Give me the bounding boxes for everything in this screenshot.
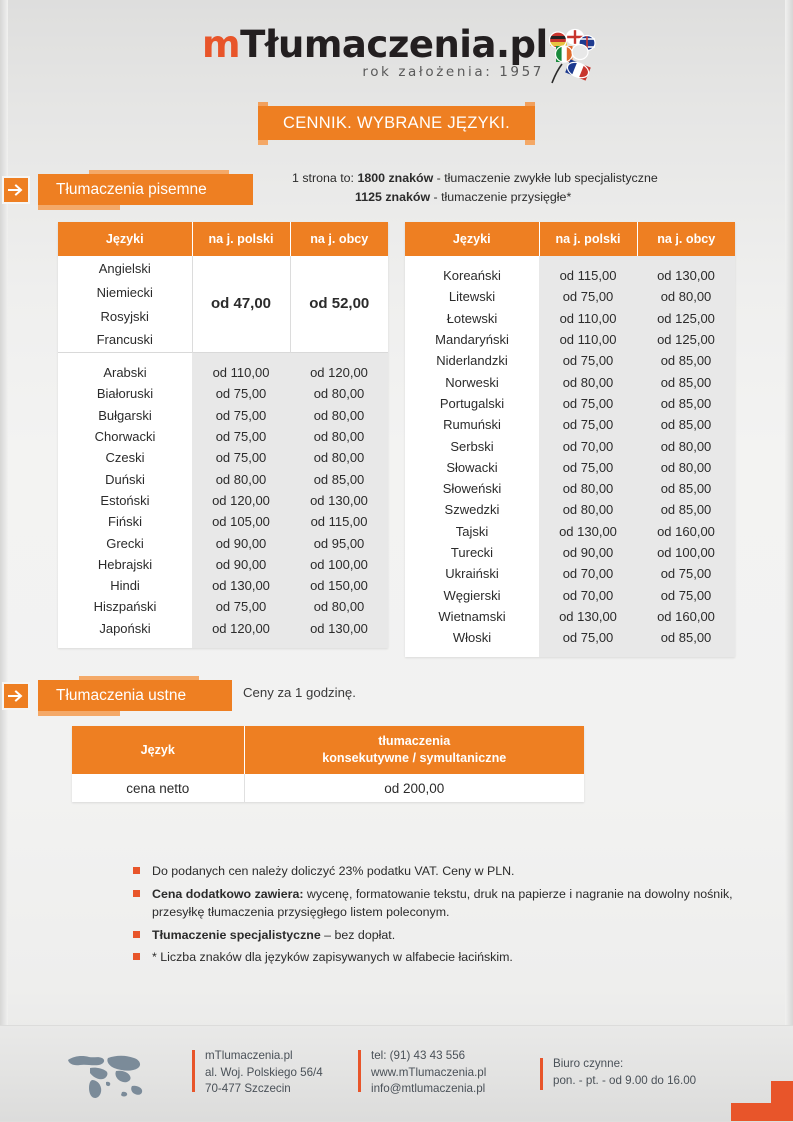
table-row: Estoński od 120,00 od 130,00 — [58, 490, 388, 511]
footer-website[interactable]: www.mTlumaczenia.pl — [371, 1065, 487, 1079]
col-header-interpretation — [244, 726, 584, 774]
premium-lang-4: Francuski — [58, 328, 192, 352]
section-header-oral — [0, 680, 793, 722]
written-price-tables — [0, 222, 793, 662]
table-row: Słowacki od 75,00 od 80,00 — [405, 457, 735, 478]
page-characters-note — [292, 169, 658, 207]
premium-lang-3: Rosyjski — [58, 304, 192, 328]
table-row: Hiszpański od 75,00 od 80,00 — [58, 596, 388, 617]
table-row: Hindi od 130,00 od 150,00 — [58, 575, 388, 596]
corner-accent-horizontal — [731, 1103, 771, 1121]
price-table-oral-body — [72, 774, 584, 802]
list-item — [133, 926, 743, 945]
footer-email[interactable]: info@mtlumaczenia.pl — [371, 1082, 486, 1095]
table-row: Duński od 80,00 od 85,00 — [58, 468, 388, 489]
note-bold: Cena dodatkowo zawiera: — [152, 886, 304, 901]
page-footer — [0, 1025, 793, 1121]
col-header-to-polish: na j. polski — [539, 222, 637, 256]
table-row — [72, 774, 584, 802]
table-header-row — [58, 222, 388, 256]
footer-contact-block — [358, 1048, 486, 1098]
list-item — [133, 948, 743, 967]
table-spacer — [58, 353, 388, 362]
title-banner-area — [0, 106, 793, 152]
col-header-languages: Języki — [58, 222, 192, 256]
section-label-foot-oral — [38, 711, 120, 716]
bullet-square-icon — [133, 931, 140, 938]
characters-note-line-2 — [292, 188, 658, 207]
table-row: Arabski od 110,00 od 120,00 — [58, 362, 388, 383]
logo-main-text: Tłumaczenia.pl — [240, 23, 548, 66]
table-row: Japoński od 120,00 od 130,00 — [58, 618, 388, 639]
footer-street: al. Woj. Polskiego 56/4 — [205, 1065, 323, 1079]
col-header-to-polish: na j. polski — [192, 222, 290, 256]
page-title-text: CENNIK. WYBRANE JĘZYKI. — [283, 113, 510, 132]
price-table-right-body — [405, 256, 735, 657]
characters-note-1125: 1125 znaków — [355, 190, 431, 204]
table-row: Chorwacki od 75,00 od 80,00 — [58, 426, 388, 447]
table-row: Koreański od 115,00 od 130,00 — [405, 265, 735, 286]
oral-note: Ceny za 1 godzinę. — [243, 685, 356, 700]
table-row: Litewski od 75,00 od 80,00 — [405, 286, 735, 307]
bullet-square-icon — [133, 867, 140, 874]
price-table-left — [58, 222, 388, 648]
oral-price-table-area — [0, 726, 793, 806]
characters-note-prefix: 1 strona to: — [292, 171, 354, 185]
banner-foot-right — [525, 140, 535, 145]
oral-row-label: cena netto — [72, 774, 244, 802]
premium-lang-2: Niemiecki — [58, 280, 192, 304]
price-table-left-body — [58, 256, 388, 648]
table-spacer — [405, 648, 735, 657]
footer-hours-value: pon. - pt. - od 9.00 do 16.00 — [553, 1073, 697, 1087]
table-row: Rumuński od 75,00 od 85,00 — [405, 414, 735, 435]
section-label-written — [38, 174, 253, 205]
col-header-languages: Języki — [405, 222, 539, 256]
table-row: Węgierski od 70,00 od 75,00 — [405, 584, 735, 605]
section-label-foot-written — [38, 205, 120, 210]
logo-wordmark — [202, 23, 592, 66]
note-text: * Liczba znaków dla języków zapisywanych w alfabecie łacińskim. — [152, 950, 513, 964]
arrow-right-icon — [2, 682, 30, 710]
table-row: Szwedzki od 80,00 od 85,00 — [405, 499, 735, 520]
table-header-row — [72, 726, 584, 774]
characters-note-line-1 — [292, 169, 658, 188]
table-row: Łotewski od 110,00 od 125,00 — [405, 308, 735, 329]
table-row: Hebrajski od 90,00 od 100,00 — [58, 554, 388, 575]
section-header-written — [0, 171, 793, 216]
table-row: Norweski od 80,00 od 85,00 — [405, 371, 735, 392]
price-table-right — [405, 222, 735, 657]
premium-price-pl: od 47,00 — [192, 256, 290, 352]
price-table-oral — [72, 726, 584, 802]
table-row: Serbski od 70,00 od 80,00 — [405, 435, 735, 456]
table-row: Białoruski od 75,00 od 80,00 — [58, 383, 388, 404]
table-row: Włoski od 75,00 od 85,00 — [405, 627, 735, 648]
premium-price-fo: od 52,00 — [290, 256, 388, 352]
list-item — [133, 885, 743, 922]
page-title — [258, 106, 535, 140]
col-header-interpretation-line1: tłumaczenia — [378, 734, 451, 748]
bullet-square-icon — [133, 890, 140, 897]
table-row: Tajski od 130,00 od 160,00 — [405, 521, 735, 542]
table-row: Słoweński od 80,00 od 85,00 — [405, 478, 735, 499]
col-header-to-foreign: na j. obcy — [290, 222, 388, 256]
footer-city: 70-477 Szczecin — [205, 1082, 291, 1095]
table-row: Fiński od 105,00 od 115,00 — [58, 511, 388, 532]
list-item — [133, 862, 743, 881]
banner-foot-left — [258, 140, 268, 145]
table-spacer — [58, 639, 388, 648]
table-row — [58, 256, 388, 280]
note-bold: Tłumaczenie specjalistyczne — [152, 927, 321, 942]
oral-row-price: od 200,00 — [244, 774, 584, 802]
corner-accent-vertical — [771, 1081, 793, 1121]
logo-tagline: rok założenia: 1957 — [362, 64, 544, 80]
table-header-row — [405, 222, 735, 256]
footer-address-block — [192, 1048, 323, 1098]
page-header — [0, 0, 793, 98]
col-header-interpretation-line2: konsekutywne / symultaniczne — [322, 751, 507, 765]
note-text: Do podanych cen należy doliczyć 23% podatku VAT. Ceny w PLN. — [152, 864, 515, 878]
col-header-to-foreign: na j. obcy — [637, 222, 735, 256]
footer-company-name: mTlumaczenia.pl — [205, 1049, 293, 1062]
note-text: – bez dopłat. — [320, 927, 396, 942]
characters-note-1800: 1800 znaków — [357, 171, 434, 185]
table-spacer — [405, 256, 735, 265]
table-row: Turecki od 90,00 od 100,00 — [405, 542, 735, 563]
footer-hours-label: Biuro czynne: — [553, 1057, 624, 1070]
note-text: wycenę, formatowanie tekstu, druk na papierze i nagranie na dowolny nośnik, przesyłkę tłumaczenia przysięgłego listem poleconym. — [152, 886, 733, 919]
table-row: Niderlandzki od 75,00 od 85,00 — [405, 350, 735, 371]
characters-note-1125-rest: - tłumaczenie przysięgłe* — [433, 190, 572, 204]
premium-lang-1: Angielski — [58, 256, 192, 280]
characters-note-1800-rest: - tłumaczenie zwykłe lub specjalistyczne — [436, 171, 658, 185]
table-row: Czeski od 75,00 od 80,00 — [58, 447, 388, 468]
world-map-icon — [62, 1046, 154, 1104]
section-label-written-text: Tłumaczenia pisemne — [56, 180, 207, 198]
brand-logo[interactable] — [202, 23, 592, 88]
section-label-oral — [38, 680, 232, 711]
table-row: Ukraiński od 70,00 od 75,00 — [405, 563, 735, 584]
table-row: Portugalski od 75,00 od 85,00 — [405, 393, 735, 414]
notes-list — [0, 862, 793, 967]
arrow-right-icon — [2, 176, 30, 204]
table-row: Grecki od 90,00 od 95,00 — [58, 532, 388, 553]
table-row: Mandaryński od 110,00 od 125,00 — [405, 329, 735, 350]
footer-hours-block — [540, 1056, 696, 1089]
section-label-oral-text: Tłumaczenia ustne — [56, 686, 187, 704]
table-row: Wietnamski od 130,00 od 160,00 — [405, 606, 735, 627]
logo-prefix: m — [202, 23, 241, 66]
bullet-square-icon — [133, 953, 140, 960]
col-header-language: Język — [72, 726, 244, 774]
table-row: Bułgarski od 75,00 od 80,00 — [58, 405, 388, 426]
footer-phone[interactable]: tel: (91) 43 43 556 — [371, 1049, 466, 1062]
flower-flags-icon — [542, 26, 598, 86]
